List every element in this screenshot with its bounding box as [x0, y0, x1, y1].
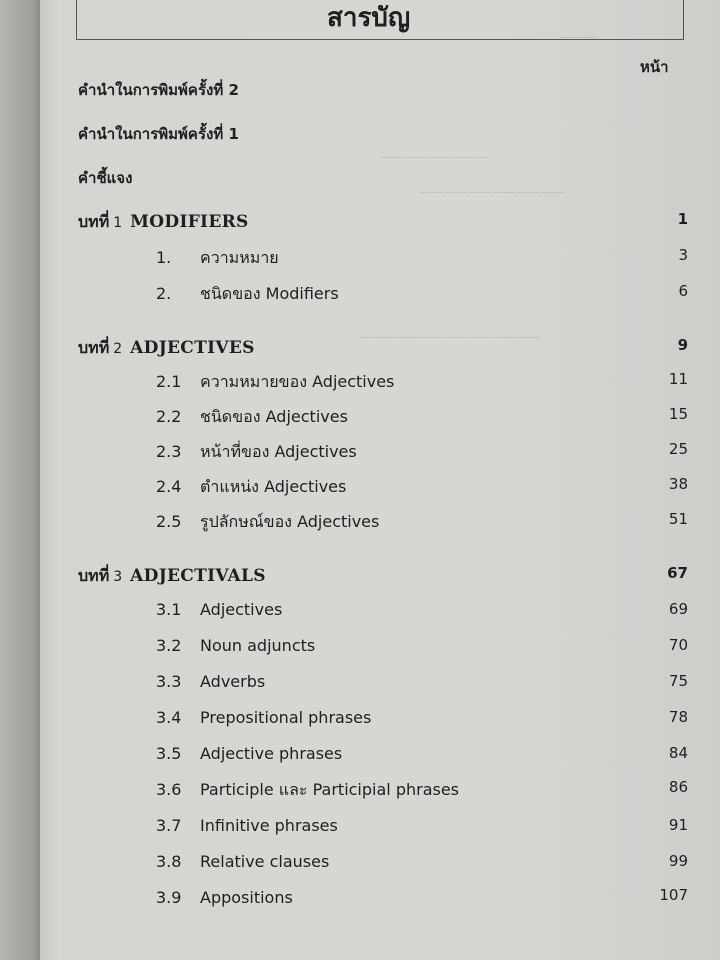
- chapter-name: MODIFIERS: [130, 212, 249, 232]
- entry-title: Relative clauses: [200, 852, 330, 871]
- entry-number: 3.2: [156, 636, 182, 655]
- entry-number: 3.3: [156, 672, 182, 691]
- title-box: [76, 0, 684, 40]
- entry-title: Infinitive phrases: [200, 816, 338, 835]
- entry-number: 3.8: [156, 852, 182, 871]
- entry-title: Participle และ Participial phrases: [200, 780, 460, 799]
- toc-entry: [156, 510, 379, 535]
- entry-title: ความหมายของ Adjectives: [200, 372, 395, 391]
- entry-number: 2.3: [156, 442, 182, 461]
- entry-page: 91: [668, 816, 688, 834]
- bleed-through: —————————: [380, 150, 488, 164]
- entry-page: 70: [668, 636, 688, 654]
- entry-number: 3.7: [156, 816, 182, 835]
- toc-entry: [156, 440, 357, 465]
- chapter-name: ADJECTIVES: [130, 338, 255, 358]
- page-title: สารบัญ: [327, 3, 411, 33]
- entry-title: Prepositional phrases: [200, 708, 372, 727]
- chapter-number: 1: [113, 215, 123, 231]
- chapter-heading: [78, 210, 249, 235]
- chapter-number: 3: [113, 569, 123, 585]
- entry-page: 51: [668, 510, 688, 528]
- entry-page: 107: [659, 886, 688, 904]
- chapter-page: 1: [677, 210, 688, 228]
- toc-entry: [156, 852, 329, 871]
- entry-page: 3: [678, 246, 688, 264]
- entry-number: 2.4: [156, 477, 182, 496]
- toc-entry: [156, 744, 342, 763]
- entry-page: 78: [668, 708, 688, 726]
- entry-number: 3.9: [156, 888, 182, 907]
- toc-entry: [156, 370, 394, 395]
- front-matter-item: คำนำในการพิมพ์ครั้งที่ 2: [78, 81, 239, 99]
- toc-entry: [156, 672, 265, 691]
- entry-title: รูปลักษณ์ของ Adjectives: [200, 512, 380, 531]
- entry-title: Noun adjuncts: [200, 636, 316, 655]
- entry-title: Adjective phrases: [200, 744, 343, 763]
- toc-entry: [156, 888, 293, 907]
- entry-page: 11: [668, 370, 688, 388]
- entry-title: Appositions: [200, 888, 293, 907]
- toc-entry: [156, 246, 279, 271]
- chapter-page: 9: [677, 336, 688, 354]
- toc-entry: [156, 636, 315, 655]
- entry-number: 3.5: [156, 744, 182, 763]
- entry-number: 1.: [156, 248, 172, 267]
- entry-number: 3.1: [156, 600, 182, 619]
- front-matter-item: คำชี้แจง: [78, 169, 133, 187]
- front-matter-item: คำนำในการพิมพ์ครั้งที่ 1: [78, 125, 239, 143]
- toc-entry: [156, 708, 371, 727]
- bleed-through: ————————————: [420, 185, 564, 199]
- entry-number: 2.2: [156, 407, 182, 426]
- entry-page: 99: [668, 852, 688, 870]
- entry-number: 2.1: [156, 372, 182, 391]
- entry-number: 2.: [156, 284, 172, 303]
- chapter-word: บทที่: [78, 566, 110, 585]
- entry-number: 3.4: [156, 708, 182, 727]
- entry-page: 38: [668, 475, 688, 493]
- entry-title: Adjectives: [200, 600, 283, 619]
- toc-entry: [156, 778, 459, 803]
- toc-entry: [156, 816, 338, 835]
- chapter-word: บทที่: [78, 212, 110, 231]
- chapter-heading: [78, 564, 266, 589]
- entry-page: 69: [668, 600, 688, 618]
- bleed-through: ———————————————: [360, 330, 540, 344]
- previous-page-edge: [0, 0, 40, 960]
- entry-number: 3.6: [156, 780, 182, 799]
- entry-title: ชนิดของ Modifiers: [200, 284, 339, 303]
- entry-title: ตำแหน่ง Adjectives: [200, 477, 347, 496]
- toc-entry: [156, 475, 346, 500]
- entry-page: 25: [668, 440, 688, 458]
- toc-entry: [156, 405, 348, 430]
- chapter-page: 67: [667, 564, 688, 582]
- entry-title: ชนิดของ Adjectives: [200, 407, 348, 426]
- chapter-heading: [78, 336, 255, 361]
- entry-page: 15: [668, 405, 688, 423]
- entry-title: Adverbs: [200, 672, 266, 691]
- entry-page: 75: [668, 672, 688, 690]
- chapter-number: 2: [113, 341, 123, 357]
- bleed-through: ———: [560, 30, 596, 44]
- toc-entry: [156, 282, 339, 307]
- entry-page: 84: [668, 744, 688, 762]
- entry-page: 86: [668, 778, 688, 796]
- toc-entry: [156, 600, 282, 619]
- entry-title: ความหมาย: [200, 248, 279, 267]
- chapter-name: ADJECTIVALS: [130, 566, 266, 586]
- entry-page: 6: [678, 282, 688, 300]
- chapter-word: บทที่: [78, 338, 110, 357]
- page-column-label: หน้า: [640, 58, 669, 76]
- entry-title: หน้าที่ของ Adjectives: [200, 442, 357, 461]
- entry-number: 2.5: [156, 512, 182, 531]
